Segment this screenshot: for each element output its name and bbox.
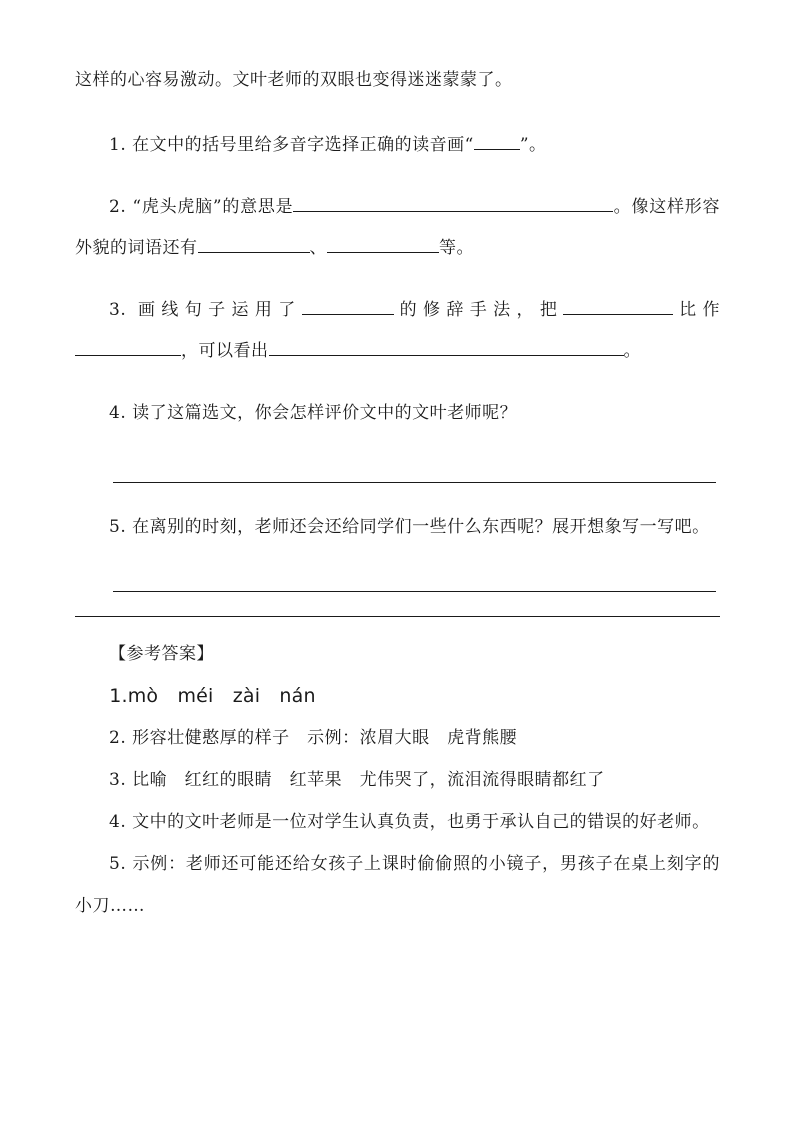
answer-1-pinyin: 1.mò méi zài nán bbox=[109, 685, 316, 707]
reference-answers-section bbox=[75, 633, 720, 927]
fill-blank bbox=[302, 311, 394, 315]
fill-blank bbox=[75, 352, 181, 356]
answers-heading: 【参考答案】 bbox=[109, 644, 214, 664]
fill-blank bbox=[269, 352, 624, 356]
question-2-text: 。像这样形容外貌的词语还有 bbox=[75, 197, 721, 258]
question-4-text: 4. 读了这篇选文，你会怎样评价文中的文叶老师呢？ bbox=[109, 403, 518, 423]
section-divider bbox=[75, 616, 720, 617]
question-3-text: ，可以看出 bbox=[181, 341, 269, 361]
fill-blank bbox=[563, 311, 673, 315]
answer-4: 4. 文中的文叶老师是一位对学生认真负责，也勇于承认自己的错误的好老师。 bbox=[109, 812, 710, 832]
fill-blank bbox=[474, 146, 520, 150]
question-3-text: 比作 bbox=[673, 300, 721, 320]
question-5-text: 5. 在离别的时刻，老师还会还给同学们一些什么东西呢？展开想象写一写吧。 bbox=[109, 517, 710, 537]
question-2-text: 2. “虎头虎脑”的意思是 bbox=[109, 197, 294, 217]
question-3-text: 3. 画线句子运用了 bbox=[109, 300, 302, 320]
question-3 bbox=[75, 290, 720, 372]
fill-blank bbox=[327, 249, 439, 253]
question-1-text-end: ”。 bbox=[519, 135, 547, 155]
question-3-text: 的修辞手法，把 bbox=[393, 300, 564, 320]
passage-continuation-text: 这样的心容易激动。文叶老师的双眼也变得迷迷蒙蒙了。 bbox=[75, 70, 513, 90]
answer-3: 3. 比喻 红红的眼睛 红苹果 尤伟哭了，流泪流得眼睛都红了 bbox=[109, 770, 605, 790]
fill-blank bbox=[198, 249, 310, 253]
question-2-text: 、 bbox=[309, 238, 327, 258]
question-1-text: 1. 在文中的括号里给多音字选择正确的读音画“ bbox=[109, 135, 474, 155]
answer-5: 5. 示例：老师还可能还给女孩子上课时偷偷照的小镜子，男孩子在桌上刻字的小刀…… bbox=[75, 854, 720, 916]
question-4 bbox=[75, 393, 720, 434]
question-2-text-end: 等。 bbox=[439, 238, 474, 258]
question-3-text-end: 。 bbox=[623, 341, 641, 361]
answer-line bbox=[113, 569, 716, 592]
question-5 bbox=[75, 507, 720, 548]
answer-line bbox=[113, 460, 716, 483]
answer-2: 2. 形容壮健憨厚的样子 示例：浓眉大眼 虎背熊腰 bbox=[109, 728, 518, 748]
fill-blank bbox=[293, 208, 613, 212]
question-1 bbox=[75, 125, 720, 166]
question-2 bbox=[75, 187, 720, 269]
